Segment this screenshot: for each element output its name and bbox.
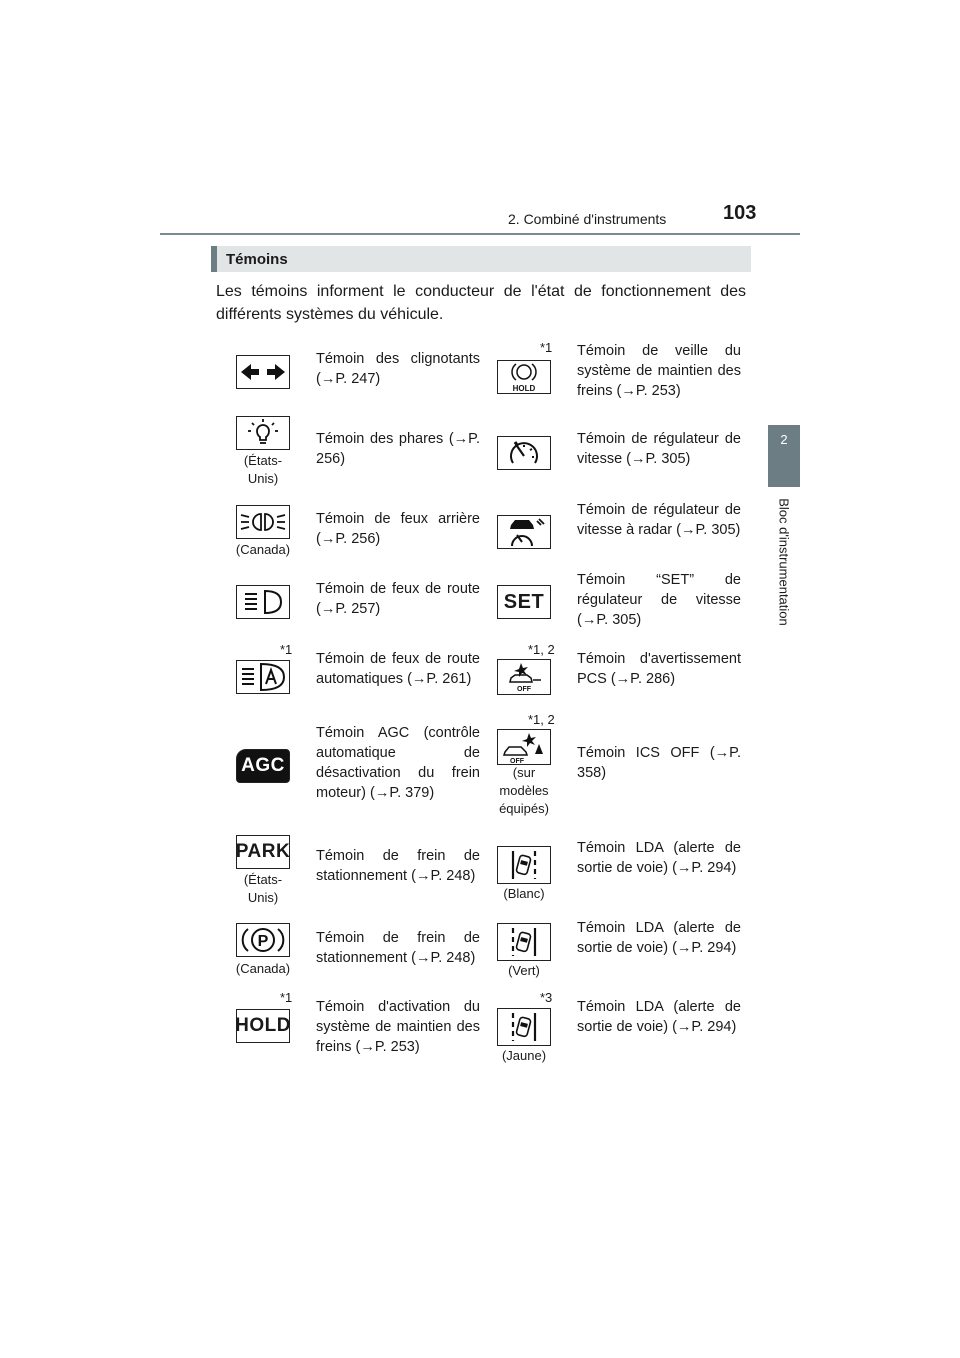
chapter-tab-number: 2 [780,432,788,447]
cruise-control-icon [497,436,551,470]
left-caption-2: (États-Unis) [243,453,283,486]
pcs-warning-icon [497,659,551,695]
svg-text:HOLD: HOLD [512,384,536,393]
svg-text:P: P [257,933,269,950]
right-caption-7: (Blanc) [503,886,545,901]
left-desc-6: Témoin AGC (contrôle automatique de désactivation du frein moteur) (→P. 379) [316,725,480,801]
right-footnote-5: *1, 2 [528,642,555,657]
svg-text:OFF: OFF [510,758,524,764]
left-desc-3: Témoin de feux arrière (→P. 256) [316,511,480,547]
agc-icon: AGC [236,749,290,783]
right-desc-3: Témoin de régulateur de vitesse à radar (→P. 305) [577,502,741,538]
intro-paragraph: Les témoins informent le conducteur de l'état de fonctionnement des différents systèmes du véhicule. [216,283,746,323]
right-desc-2: Témoin de régulateur de vitesse (→P. 305) [577,431,741,467]
lda-white-icon [497,846,551,884]
right-desc-7: Témoin LDA (alerte de sortie de voie) (→P. 294) [577,840,741,876]
right-desc-4: Témoin “SET” de régulateur de vitesse (→P. 305) [577,572,741,628]
left-caption-7: (États-Unis) [243,872,283,905]
right-footnote-6: *1, 2 [528,712,555,727]
right-footnote-1: *1 [540,340,553,355]
left-footnote-5: *1 [280,642,293,657]
left-footnote-9: *1 [280,990,293,1005]
right-desc-9: Témoin LDA (alerte de sortie de voie) (→P. 294) [577,999,741,1035]
chapter-side-label: Bloc d'instrumentation [776,498,792,626]
section-title: Témoins [226,251,288,268]
left-desc-9: Témoin d'activation du système de maintien des freins (→P. 253) [316,999,480,1055]
park-icon: PARK [236,835,290,869]
headlight-sun-icon [236,416,290,450]
left-desc-2: Témoin des phares (→P. 256) [316,431,480,467]
brake-hold-standby-icon [497,360,551,394]
section-accent [211,246,217,272]
lda-yellow-icon [497,1008,551,1046]
right-caption-6: (sur modèles équipés) [499,765,549,816]
left-desc-8: Témoin de frein de stationnement (→P. 248) [316,930,480,966]
set-icon: SET [497,585,551,619]
lda-green-icon [497,923,551,961]
right-desc-8: Témoin LDA (alerte de sortie de voie) (→P. 294) [577,920,741,956]
chapter-title: 2. Combiné d'instruments [508,211,667,227]
hold-icon: HOLD [236,1009,290,1043]
right-caption-8: (Vert) [508,963,540,978]
left-caption-8: (Canada) [235,961,291,976]
right-desc-6: Témoin ICS OFF (→P. 358) [577,745,741,781]
left-desc-4: Témoin de feux de route (→P. 257) [316,581,480,617]
auto-high-beam-icon [236,660,290,694]
parking-brake-icon [236,923,290,957]
page-number: 103 [723,202,757,224]
right-desc-5: Témoin d'avertissement PCS (→P. 286) [577,651,741,687]
radar-cruise-icon [497,515,551,549]
left-desc-7: Témoin de frein de stationnement (→P. 248) [316,848,480,884]
left-caption-3: (Canada) [235,542,291,557]
left-desc-1: Témoin des clignotants (→P. 247) [316,351,480,387]
tail-light-icon [236,505,290,539]
svg-text:OFF: OFF [517,686,531,693]
ics-off-icon [497,729,551,765]
turn-signal-icon [236,355,290,389]
section-heading-bar [211,246,751,272]
right-footnote-9: *3 [540,990,553,1005]
high-beam-icon [236,585,290,619]
right-desc-1: Témoin de veille du système de maintien des freins (→P. 253) [577,343,741,399]
left-desc-5: Témoin de feux de route automatiques (→P. 261) [316,651,480,687]
header-divider [160,233,800,235]
right-caption-9: (Jaune) [501,1048,547,1063]
